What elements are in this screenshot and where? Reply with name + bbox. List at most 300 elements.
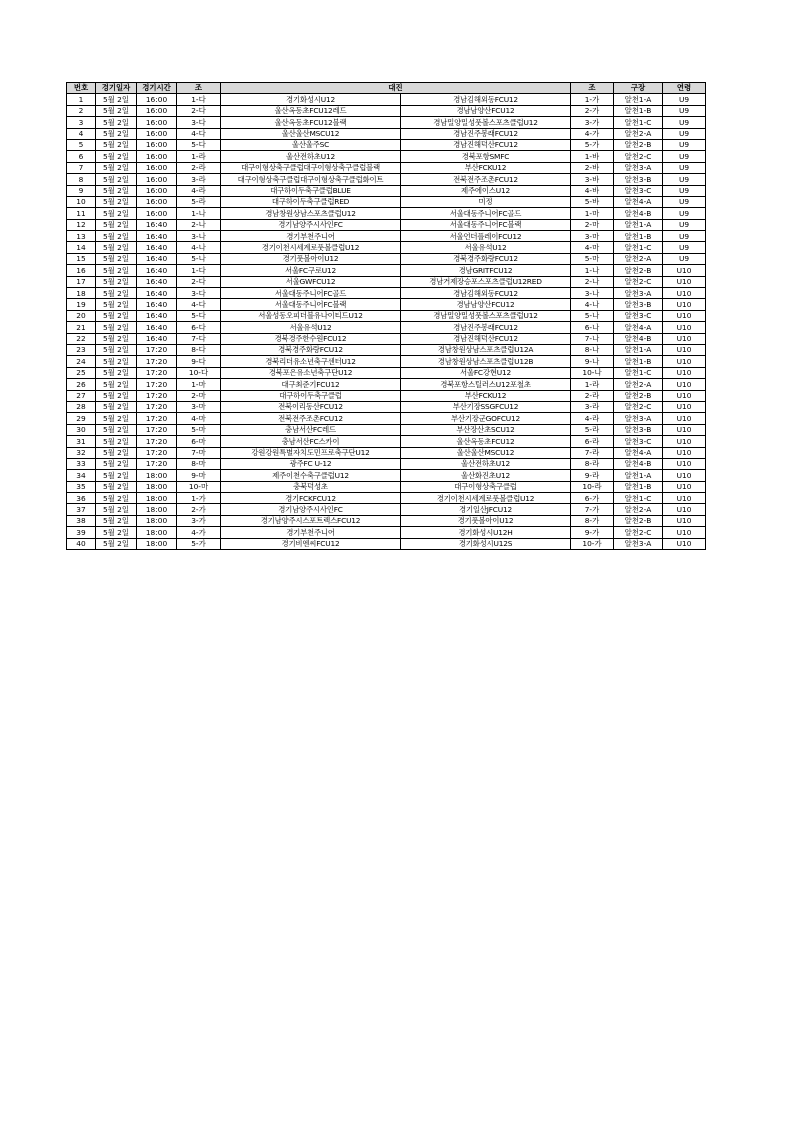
venue-cell: 알천3-A <box>614 162 663 173</box>
venue-cell: 알천4-A <box>614 196 663 207</box>
home-group-cell: 4-나 <box>177 242 221 253</box>
home-team-cell: 경북리더유소년축구센터U12 <box>221 356 401 367</box>
away-group-cell: 1-바 <box>571 151 614 162</box>
match-time-cell: 16:00 <box>137 208 177 219</box>
venue-cell: 알천4-B <box>614 208 663 219</box>
home-group-cell: 7-다 <box>177 333 221 344</box>
venue-cell: 알천2-C <box>614 527 663 538</box>
match-number-cell: 33 <box>67 458 96 469</box>
match-date-cell: 5월 2일 <box>96 379 137 390</box>
match-date-cell: 5월 2일 <box>96 390 137 401</box>
away-team-cell: 울산옥동초FCU12 <box>401 436 571 447</box>
home-group-cell: 4-마 <box>177 413 221 424</box>
match-number-cell: 35 <box>67 481 96 492</box>
away-team-cell: 경남밀양밀성풋볼스포츠클럽U12 <box>401 310 571 321</box>
match-number-cell: 4 <box>67 128 96 139</box>
table-row <box>67 367 706 378</box>
age-group-cell: U10 <box>663 470 706 481</box>
away-group-cell: 10-나 <box>571 367 614 378</box>
home-group-cell: 4-다 <box>177 299 221 310</box>
match-number-cell: 38 <box>67 515 96 526</box>
match-number-cell: 24 <box>67 356 96 367</box>
match-number-cell: 14 <box>67 242 96 253</box>
age-group-cell: U9 <box>663 196 706 207</box>
match-time-cell: 17:20 <box>137 447 177 458</box>
match-time-cell: 17:20 <box>137 367 177 378</box>
home-group-cell: 1-나 <box>177 208 221 219</box>
match-number-cell: 36 <box>67 493 96 504</box>
venue-cell: 알천3-A <box>614 288 663 299</box>
header-venue: 구장 <box>614 83 663 94</box>
match-time-cell: 16:40 <box>137 242 177 253</box>
away-team-cell: 경남진해덕산FCU12 <box>401 333 571 344</box>
away-team-cell: 서울대동주니어FC블랙 <box>401 219 571 230</box>
venue-cell: 알천1-B <box>614 231 663 242</box>
away-group-cell: 3-바 <box>571 174 614 185</box>
away-team-cell: 미정 <box>401 196 571 207</box>
away-team-cell: 제주에이스U12 <box>401 185 571 196</box>
away-team-cell: 부산기장군GOFCU12 <box>401 413 571 424</box>
venue-cell: 알천3-B <box>614 299 663 310</box>
match-time-cell: 16:40 <box>137 219 177 230</box>
header-no: 번호 <box>67 83 96 94</box>
match-time-cell: 17:20 <box>137 390 177 401</box>
away-team-cell: 경기일산JFCU12 <box>401 504 571 515</box>
match-number-cell: 17 <box>67 276 96 287</box>
match-date-cell: 5월 2일 <box>96 265 137 276</box>
table-row <box>67 390 706 401</box>
venue-cell: 알천4-A <box>614 322 663 333</box>
home-group-cell: 2-나 <box>177 219 221 230</box>
venue-cell: 알천2-A <box>614 379 663 390</box>
away-team-cell: 부산장산초SCU12 <box>401 424 571 435</box>
away-group-cell: 2-나 <box>571 276 614 287</box>
match-date-cell: 5월 2일 <box>96 538 137 549</box>
home-group-cell: 5-나 <box>177 253 221 264</box>
match-date-cell: 5월 2일 <box>96 299 137 310</box>
away-team-cell: 부산FCKU12 <box>401 390 571 401</box>
away-group-cell: 1-라 <box>571 379 614 390</box>
away-team-cell: 대구이형상축구클럽 <box>401 481 571 492</box>
match-date-cell: 5월 2일 <box>96 333 137 344</box>
away-group-cell: 9-나 <box>571 356 614 367</box>
away-group-cell: 6-라 <box>571 436 614 447</box>
away-team-cell: 울산울산MSCU12 <box>401 447 571 458</box>
match-date-cell: 5월 2일 <box>96 117 137 128</box>
home-team-cell: 울산울주SC <box>221 139 401 150</box>
away-group-cell: 8-나 <box>571 344 614 355</box>
table-row <box>67 504 706 515</box>
table-row <box>67 185 706 196</box>
away-team-cell: 부산FCKU12 <box>401 162 571 173</box>
home-team-cell: 경북경주화랑FCU12 <box>221 344 401 355</box>
match-number-cell: 37 <box>67 504 96 515</box>
home-team-cell: 서울성동오피더블유나이티드U12 <box>221 310 401 321</box>
away-team-cell: 경남남양산FCU12 <box>401 105 571 116</box>
match-date-cell: 5월 2일 <box>96 162 137 173</box>
home-group-cell: 1-다 <box>177 265 221 276</box>
match-number-cell: 39 <box>67 527 96 538</box>
age-group-cell: U9 <box>663 174 706 185</box>
table-row <box>67 344 706 355</box>
table-row <box>67 174 706 185</box>
away-team-cell: 서울유석U12 <box>401 242 571 253</box>
home-group-cell: 1-마 <box>177 379 221 390</box>
venue-cell: 알천1-B <box>614 105 663 116</box>
table-row <box>67 310 706 321</box>
age-group-cell: U9 <box>663 242 706 253</box>
header-group-a: 조 <box>177 83 221 94</box>
away-group-cell: 4-바 <box>571 185 614 196</box>
venue-cell: 알천2-A <box>614 504 663 515</box>
match-date-cell: 5월 2일 <box>96 367 137 378</box>
table-row <box>67 458 706 469</box>
venue-cell: 알천1-B <box>614 356 663 367</box>
match-date-cell: 5월 2일 <box>96 481 137 492</box>
match-number-cell: 28 <box>67 401 96 412</box>
away-team-cell: 서울언더플레이FCU12 <box>401 231 571 242</box>
match-number-cell: 23 <box>67 344 96 355</box>
table-row <box>67 196 706 207</box>
home-group-cell: 1-가 <box>177 493 221 504</box>
away-group-cell: 1-가 <box>571 94 614 105</box>
match-date-cell: 5월 2일 <box>96 424 137 435</box>
home-team-cell: 경기풋볼아이U12 <box>221 253 401 264</box>
match-number-cell: 9 <box>67 185 96 196</box>
match-number-cell: 27 <box>67 390 96 401</box>
match-date-cell: 5월 2일 <box>96 447 137 458</box>
home-team-cell: 경북포은유소년축구단U12 <box>221 367 401 378</box>
match-date-cell: 5월 2일 <box>96 288 137 299</box>
home-group-cell: 4-라 <box>177 185 221 196</box>
home-group-cell: 3-다 <box>177 288 221 299</box>
home-team-cell: 대구이형상축구클럽대구이형상축구클럽블랙 <box>221 162 401 173</box>
away-group-cell: 5-나 <box>571 310 614 321</box>
away-group-cell: 5-바 <box>571 196 614 207</box>
away-group-cell: 7-나 <box>571 333 614 344</box>
match-time-cell: 16:40 <box>137 322 177 333</box>
venue-cell: 알천2-A <box>614 253 663 264</box>
away-group-cell: 5-마 <box>571 253 614 264</box>
table-row <box>67 94 706 105</box>
away-team-cell: 경남창원상남스포츠클럽U12A <box>401 344 571 355</box>
match-time-cell: 16:40 <box>137 253 177 264</box>
match-number-cell: 3 <box>67 117 96 128</box>
venue-cell: 알천3-A <box>614 538 663 549</box>
venue-cell: 알천1-C <box>614 367 663 378</box>
home-group-cell: 5-다 <box>177 310 221 321</box>
table-row <box>67 436 706 447</box>
away-team-cell: 전북전주조촌FCU12 <box>401 174 571 185</box>
match-time-cell: 16:40 <box>137 231 177 242</box>
age-group-cell: U9 <box>663 231 706 242</box>
home-team-cell: 대구이형상축구클럽대구이형상축구클럽화이트 <box>221 174 401 185</box>
age-group-cell: U10 <box>663 310 706 321</box>
age-group-cell: U10 <box>663 322 706 333</box>
age-group-cell: U9 <box>663 162 706 173</box>
away-group-cell: 2-마 <box>571 219 614 230</box>
away-team-cell: 경남진주봉래FCU12 <box>401 128 571 139</box>
match-time-cell: 17:20 <box>137 413 177 424</box>
match-number-cell: 21 <box>67 322 96 333</box>
match-number-cell: 40 <box>67 538 96 549</box>
home-team-cell: 울산울산MSCU12 <box>221 128 401 139</box>
away-group-cell: 10-가 <box>571 538 614 549</box>
home-group-cell: 3-라 <box>177 174 221 185</box>
home-group-cell: 1-다 <box>177 94 221 105</box>
home-group-cell: 2-다 <box>177 105 221 116</box>
match-date-cell: 5월 2일 <box>96 356 137 367</box>
match-time-cell: 18:00 <box>137 538 177 549</box>
match-time-cell: 16:00 <box>137 151 177 162</box>
away-team-cell: 경남거제장승포스포츠클럽U12RED <box>401 276 571 287</box>
age-group-cell: U10 <box>663 265 706 276</box>
age-group-cell: U10 <box>663 413 706 424</box>
home-team-cell: 울산옥동초FCU12레드 <box>221 105 401 116</box>
home-team-cell: 대구하이두축구클럽BLUE <box>221 185 401 196</box>
table-row <box>67 265 706 276</box>
home-team-cell: 울산전하초U12 <box>221 151 401 162</box>
age-group-cell: U10 <box>663 299 706 310</box>
away-group-cell: 8-가 <box>571 515 614 526</box>
away-group-cell: 3-라 <box>571 401 614 412</box>
match-date-cell: 5월 2일 <box>96 515 137 526</box>
match-date-cell: 5월 2일 <box>96 344 137 355</box>
away-group-cell: 2-라 <box>571 390 614 401</box>
header-match: 대진 <box>221 83 571 94</box>
age-group-cell: U10 <box>663 538 706 549</box>
away-team-cell: 울산전하초U12 <box>401 458 571 469</box>
match-number-cell: 26 <box>67 379 96 390</box>
match-number-cell: 8 <box>67 174 96 185</box>
match-time-cell: 18:00 <box>137 504 177 515</box>
away-group-cell: 2-가 <box>571 105 614 116</box>
match-number-cell: 6 <box>67 151 96 162</box>
age-group-cell: U9 <box>663 219 706 230</box>
match-number-cell: 32 <box>67 447 96 458</box>
table-row <box>67 447 706 458</box>
venue-cell: 알천1-C <box>614 242 663 253</box>
match-time-cell: 18:00 <box>137 470 177 481</box>
table-row <box>67 253 706 264</box>
match-time-cell: 16:00 <box>137 128 177 139</box>
venue-cell: 알천1-A <box>614 344 663 355</box>
match-date-cell: 5월 2일 <box>96 128 137 139</box>
match-number-cell: 16 <box>67 265 96 276</box>
match-date-cell: 5월 2일 <box>96 310 137 321</box>
match-number-cell: 34 <box>67 470 96 481</box>
table-row <box>67 208 706 219</box>
match-date-cell: 5월 2일 <box>96 322 137 333</box>
home-group-cell: 6-마 <box>177 436 221 447</box>
away-group-cell: 2-바 <box>571 162 614 173</box>
away-team-cell: 경북포항SMFC <box>401 151 571 162</box>
home-group-cell: 2-마 <box>177 390 221 401</box>
venue-cell: 알천2-C <box>614 151 663 162</box>
home-team-cell: 경북경주한수원FCU12 <box>221 333 401 344</box>
match-time-cell: 16:00 <box>137 94 177 105</box>
table-row <box>67 322 706 333</box>
table-row <box>67 288 706 299</box>
home-team-cell: 서울FC구로U12 <box>221 265 401 276</box>
table-row <box>67 379 706 390</box>
match-date-cell: 5월 2일 <box>96 208 137 219</box>
home-group-cell: 5-다 <box>177 139 221 150</box>
match-date-cell: 5월 2일 <box>96 242 137 253</box>
match-time-cell: 16:40 <box>137 299 177 310</box>
away-group-cell: 4-마 <box>571 242 614 253</box>
away-team-cell: 경남밀양밀성풋볼스포츠클럽U12 <box>401 117 571 128</box>
match-date-cell: 5월 2일 <box>96 253 137 264</box>
away-team-cell: 경기풋볼아이U12 <box>401 515 571 526</box>
home-team-cell: 서울대동주니어FC골드 <box>221 288 401 299</box>
match-time-cell: 16:40 <box>137 265 177 276</box>
venue-cell: 알천3-C <box>614 185 663 196</box>
home-team-cell: 강원강원특별자치도민프로축구단U12 <box>221 447 401 458</box>
age-group-cell: U10 <box>663 481 706 492</box>
match-number-cell: 29 <box>67 413 96 424</box>
match-schedule-table <box>66 82 706 550</box>
home-group-cell: 1-라 <box>177 151 221 162</box>
away-group-cell: 3-마 <box>571 231 614 242</box>
match-time-cell: 17:20 <box>137 424 177 435</box>
home-team-cell: 광주FC U-12 <box>221 458 401 469</box>
away-team-cell: 경북경주화랑FCU12 <box>401 253 571 264</box>
table-row <box>67 538 706 549</box>
match-time-cell: 18:00 <box>137 527 177 538</box>
home-team-cell: 충남서산FC레드 <box>221 424 401 435</box>
match-number-cell: 13 <box>67 231 96 242</box>
home-group-cell: 2-라 <box>177 162 221 173</box>
age-group-cell: U9 <box>663 139 706 150</box>
away-team-cell: 경기이천시세계로풋볼클럽U12 <box>401 493 571 504</box>
home-group-cell: 3-나 <box>177 231 221 242</box>
age-group-cell: U10 <box>663 276 706 287</box>
age-group-cell: U10 <box>663 504 706 515</box>
match-time-cell: 16:00 <box>137 196 177 207</box>
away-team-cell: 경남창원상남스포츠클럽U12B <box>401 356 571 367</box>
table-row <box>67 470 706 481</box>
match-number-cell: 11 <box>67 208 96 219</box>
match-date-cell: 5월 2일 <box>96 196 137 207</box>
away-group-cell: 6-가 <box>571 493 614 504</box>
match-number-cell: 5 <box>67 139 96 150</box>
match-time-cell: 16:00 <box>137 117 177 128</box>
match-time-cell: 17:20 <box>137 436 177 447</box>
header-group-b: 조 <box>571 83 614 94</box>
home-team-cell: 전북전주조촌FCU12 <box>221 413 401 424</box>
home-group-cell: 3-가 <box>177 515 221 526</box>
home-team-cell: 경기남양주시사인FC <box>221 504 401 515</box>
table-row <box>67 139 706 150</box>
table-row <box>67 481 706 492</box>
table-row <box>67 242 706 253</box>
home-group-cell: 5-라 <box>177 196 221 207</box>
away-group-cell: 4-나 <box>571 299 614 310</box>
away-group-cell: 9-라 <box>571 470 614 481</box>
away-team-cell: 경남GRITFCU12 <box>401 265 571 276</box>
table-row <box>67 424 706 435</box>
match-date-cell: 5월 2일 <box>96 139 137 150</box>
match-date-cell: 5월 2일 <box>96 151 137 162</box>
home-group-cell: 9-마 <box>177 470 221 481</box>
home-group-cell: 10-다 <box>177 367 221 378</box>
venue-cell: 알천2-C <box>614 401 663 412</box>
match-time-cell: 18:00 <box>137 515 177 526</box>
match-time-cell: 16:40 <box>137 288 177 299</box>
table-row <box>67 356 706 367</box>
schedule-sheet <box>66 82 705 550</box>
age-group-cell: U10 <box>663 367 706 378</box>
venue-cell: 알천2-B <box>614 139 663 150</box>
venue-cell: 알천4-B <box>614 458 663 469</box>
away-group-cell: 10-라 <box>571 481 614 492</box>
venue-cell: 알천2-B <box>614 515 663 526</box>
venue-cell: 알천2-B <box>614 265 663 276</box>
home-group-cell: 9-다 <box>177 356 221 367</box>
match-number-cell: 30 <box>67 424 96 435</box>
header-date: 경기일자 <box>96 83 137 94</box>
age-group-cell: U10 <box>663 401 706 412</box>
table-row <box>67 219 706 230</box>
table-row <box>67 117 706 128</box>
table-header <box>67 83 706 94</box>
match-date-cell: 5월 2일 <box>96 504 137 515</box>
table-row <box>67 333 706 344</box>
match-date-cell: 5월 2일 <box>96 458 137 469</box>
match-time-cell: 17:20 <box>137 401 177 412</box>
venue-cell: 알천4-B <box>614 333 663 344</box>
match-number-cell: 25 <box>67 367 96 378</box>
match-time-cell: 16:00 <box>137 174 177 185</box>
venue-cell: 알천3-C <box>614 310 663 321</box>
home-team-cell: 서울대동주니어FC블랙 <box>221 299 401 310</box>
match-date-cell: 5월 2일 <box>96 493 137 504</box>
match-number-cell: 12 <box>67 219 96 230</box>
match-time-cell: 16:40 <box>137 310 177 321</box>
away-group-cell: 4-라 <box>571 413 614 424</box>
home-group-cell: 10-마 <box>177 481 221 492</box>
venue-cell: 알천3-C <box>614 436 663 447</box>
away-team-cell: 경남남양산FCU12 <box>401 299 571 310</box>
table-row <box>67 515 706 526</box>
match-time-cell: 16:00 <box>137 105 177 116</box>
away-group-cell: 5-라 <box>571 424 614 435</box>
match-time-cell: 18:00 <box>137 493 177 504</box>
match-date-cell: 5월 2일 <box>96 174 137 185</box>
home-team-cell: 경기남양주시스포트렉스FCU12 <box>221 515 401 526</box>
home-team-cell: 경남창원상남스포츠클럽U12 <box>221 208 401 219</box>
home-team-cell: 전북이리동산FCU12 <box>221 401 401 412</box>
age-group-cell: U10 <box>663 356 706 367</box>
home-group-cell: 3-마 <box>177 401 221 412</box>
away-group-cell: 5-가 <box>571 139 614 150</box>
home-team-cell: 충북덕성초 <box>221 481 401 492</box>
table-row <box>67 162 706 173</box>
age-group-cell: U10 <box>663 447 706 458</box>
age-group-cell: U9 <box>663 128 706 139</box>
table-row <box>67 401 706 412</box>
age-group-cell: U9 <box>663 208 706 219</box>
home-group-cell: 2-다 <box>177 276 221 287</box>
age-group-cell: U10 <box>663 436 706 447</box>
match-number-cell: 2 <box>67 105 96 116</box>
venue-cell: 알천1-C <box>614 493 663 504</box>
away-group-cell: 1-나 <box>571 265 614 276</box>
home-group-cell: 3-다 <box>177 117 221 128</box>
home-group-cell: 8-다 <box>177 344 221 355</box>
table-row <box>67 299 706 310</box>
